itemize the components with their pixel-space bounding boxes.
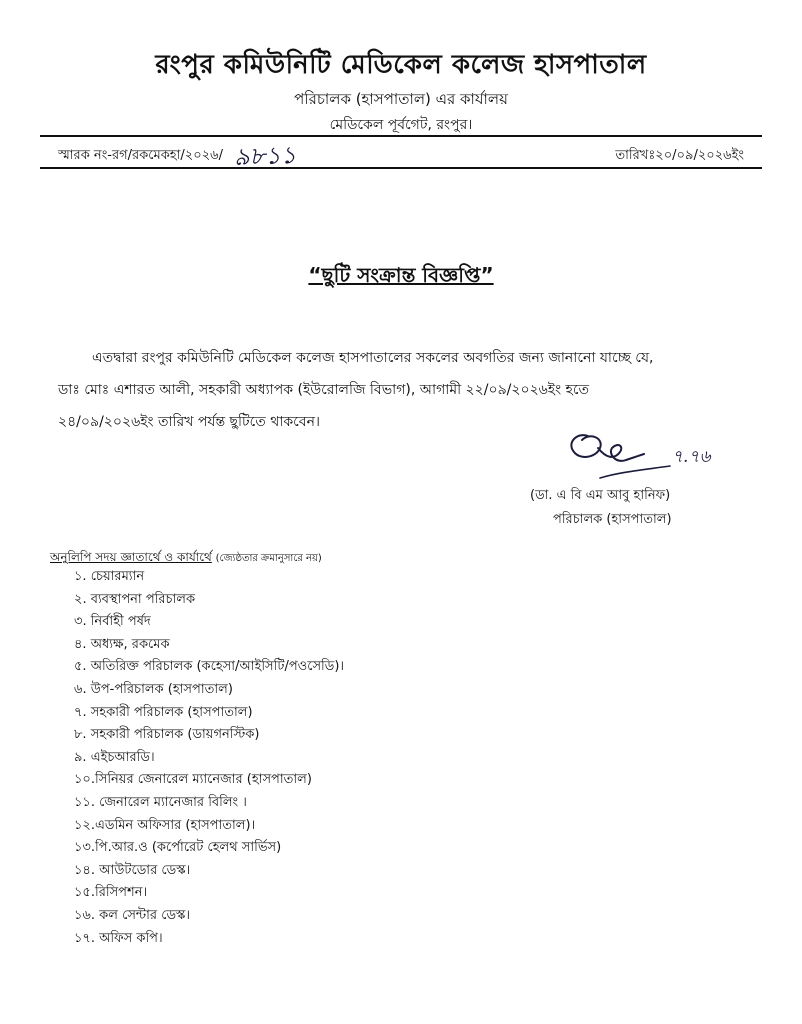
notice-title-text: “ছুটি সংক্রান্ত বিজ্ঞপ্তি” (308, 263, 494, 287)
memo-date (615, 146, 744, 167)
office-address: মেডিকেল পূর্বগেট, রংপুর। (329, 117, 473, 133)
memo-number-handwritten: ৯৮১১ (233, 140, 297, 172)
signature-date-handwritten: ৭.৭৬ (672, 447, 711, 467)
copies-list-item: ৩. নির্বাহী পর্ষদ (74, 614, 151, 630)
memo-date-label: তারিখঃ (615, 148, 656, 163)
copies-list-item: ১১. জেনারেল ম্যানেজার বিলিং । (74, 794, 247, 810)
handwritten-signature (560, 418, 720, 490)
copies-heading-text: অনুলিপি সদয় জ্ঞাতার্থে ও কার্যার্থে (50, 550, 212, 564)
copies-list-item: ১৭. অফিস কপি। (74, 930, 163, 946)
copies-list-item: ৯. এইচআরডি। (74, 749, 155, 765)
notice-body-line: ডাঃ মোঃ এশারত আলী, সহকারী অধ্যাপক (ইউরোলজি বিভাগ), আগামী ২২/০৯/২০২৬ইং হতে (58, 382, 590, 398)
copies-list-item: ১৩.পি.আর.ও (কর্পোরেট হেলথ সার্ভিস) (74, 840, 282, 856)
notice-title (0, 261, 802, 294)
copies-list-item: ৮. সহকারী পরিচালক (ডায়গনস্টিক) (74, 727, 260, 743)
copies-list-item: ১. চেয়ারম্যান (74, 569, 145, 584)
memo-reference: স্মারক নং-রগ/রকমেকহা/২০২৬/ (58, 148, 223, 163)
copies-list-item: ১০.সিনিয়র জেনারেল ম্যানেজার (হাসপাতাল) (74, 772, 312, 788)
office-name: পরিচালক (হাসপাতাল) এর কার্যালয় (294, 90, 508, 108)
memo-date-value: ২০/০৯/২০২৬ইং (655, 148, 744, 163)
copies-list-item: ১২.এডমিন অফিসার (হাসপাতাল)। (74, 817, 256, 833)
copies-list-item: ১৪. আউটডোর ডেস্ক। (74, 862, 191, 878)
copies-list (74, 566, 344, 950)
notice-body-line: এতদ্বারা রংপুর কমিউনিটি মেডিকেল কলেজ হাসপাতালের সকলের অবগতির জন্য জানানো যাচ্ছে যে, (92, 350, 654, 366)
copies-list-item: ৬. উপ-পরিচালক (হাসপাতাল) (74, 681, 233, 697)
copies-list-item: ২. ব্যবস্থাপনা পরিচালক (74, 591, 196, 607)
header-divider-bottom (40, 167, 762, 169)
copies-list-item: ৪. অধ্যক্ষ, রকমেক (74, 636, 170, 652)
notice-body-line: ২৪/০৯/২০২৬ইং তারিখ পর্যন্ত ছুটিতে থাকবেন। (58, 414, 320, 430)
copies-heading-note: (জ্যেষ্ঠতার ক্রমানুসারে নয়) (215, 553, 322, 564)
copies-list-item: ১৫.রিসিপশন। (74, 885, 148, 901)
copies-list-item: ৭. সহকারী পরিচালক (হাসপাতাল) (74, 704, 253, 720)
header-divider-top (40, 135, 762, 137)
copies-list-item: ৫. অতিরিক্ত পরিচালক (কহেসা/আইসিটি/পওসেডি)। (74, 659, 345, 675)
organization-name: রংপুর কমিউনিটি মেডিকেল কলেজ হাসপাতাল (155, 50, 647, 80)
signatory-name: (ডা. এ বি এম আবু হানিফ) (530, 488, 671, 503)
signatory-designation: পরিচালক (হাসপাতাল) (553, 512, 672, 527)
copies-list-item: ১৬. কল সেন্টার ডেস্ক। (74, 907, 191, 923)
